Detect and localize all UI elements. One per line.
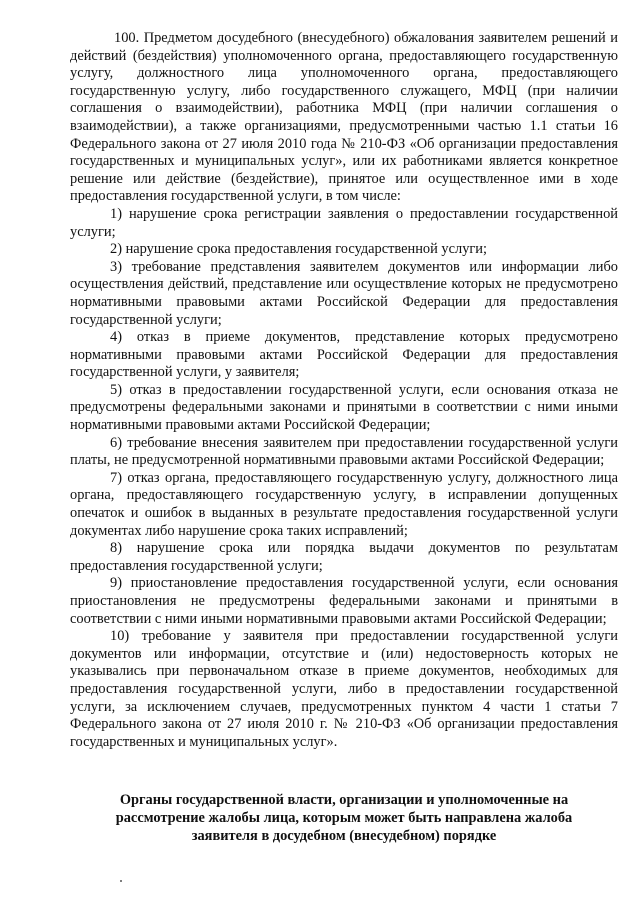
list-item-3: 3) требование представления заявителем документов или информации либо осуществления действий, представление или осуществление которых не предусмотрено нормативными правовыми актами Российской Федерации для предоставления государственной услуги; <box>70 258 618 328</box>
list-item-9: 9) приостановление предоставления государственной услуги, если основания приостановления не предусмотрены федеральными законами и принятыми в соответствии с ними иными нормативными правовыми актами Российской Федерации; <box>70 575 618 627</box>
list-item-1: 1) нарушение срока регистрации заявления о предоставлении государственной услуги; <box>70 205 618 240</box>
paragraph-100-intro: 100. Предметом досудебного (внесудебного) обжалования заявителем решений и действий (бездействия) уполномоченного органа, предоставляющего государственную услугу, должностного лица уполномоченного органа, предоставляющего государственную услугу, либо государственного служащего, МФЦ (при наличии соглашения о взаимодействии), работника МФЦ (при наличии соглашения о взаимодействии), а также организациями, предусмотренными частью 1.1 статьи 16 Федерального закона от 27 июля 2010 года № 210-ФЗ «Об организации предоставления государственных и муниципальных услуг», или их работниками является конкретное решение или действие (бездействие), принятое или осуществленное ими в ходе предоставления государственной услуги, в том числе: <box>70 30 618 205</box>
section-heading-line-3: заявителя в досудебном (внесудебном) порядке <box>191 828 497 844</box>
list-item-7: 7) отказ органа, предоставляющего государственную услугу, должностного лица органа, предоставляющего государственную услугу, в исправлении допущенных опечаток и ошибок в выданных в результате предоставления государственной услуги документах либо нарушение срока таких исправлений; <box>70 469 618 539</box>
list-item-4: 4) отказ в приеме документов, представление которых предусмотрено нормативными правовыми актами Российской Федерации для предоставления государственной услуги, у заявителя; <box>70 329 618 381</box>
list-item-5: 5) отказ в предоставлении государственной услуги, если основания отказа не предусмотрены федеральными законами и принятыми в соответствии с ними иными нормативными правовыми актами Российской Федерации; <box>70 381 618 434</box>
list-item-8: 8) нарушение срока или порядка выдачи документов по результатам предоставления государственной услуги; <box>70 540 618 574</box>
list-item-2: 2) нарушение срока предоставления государственной услуги; <box>110 241 487 258</box>
list-item-10: 10) требование у заявителя при предоставлении государственной услуги документов или информации, отсутствие и (или) недостоверность которых не указывались при первоначальном отказе в приеме документов, необходимых для предоставления государственной услуги, либо в предоставлении государственной услуги, за исключением случаев, предусмотренных пунктом 4 части 1 статьи 7 Федерального закона от 27 июля 2010 г. № 210-ФЗ «Об организации предоставления государственных и муниципальных услуг». <box>70 628 618 750</box>
list-item-6: 6) требование внесения заявителем при предоставлении государственной услуги платы, не предусмотренной нормативными правовыми актами Российской Федерации; <box>70 434 618 469</box>
document-body <box>70 30 618 751</box>
section-heading <box>70 791 618 845</box>
section-heading-line-2: рассмотрение жалобы лица, которым может быть направлена жалоба <box>115 810 573 826</box>
scan-speck <box>120 880 122 882</box>
section-heading-line-1: Органы государственной власти, организации и уполномоченные на <box>119 792 569 808</box>
